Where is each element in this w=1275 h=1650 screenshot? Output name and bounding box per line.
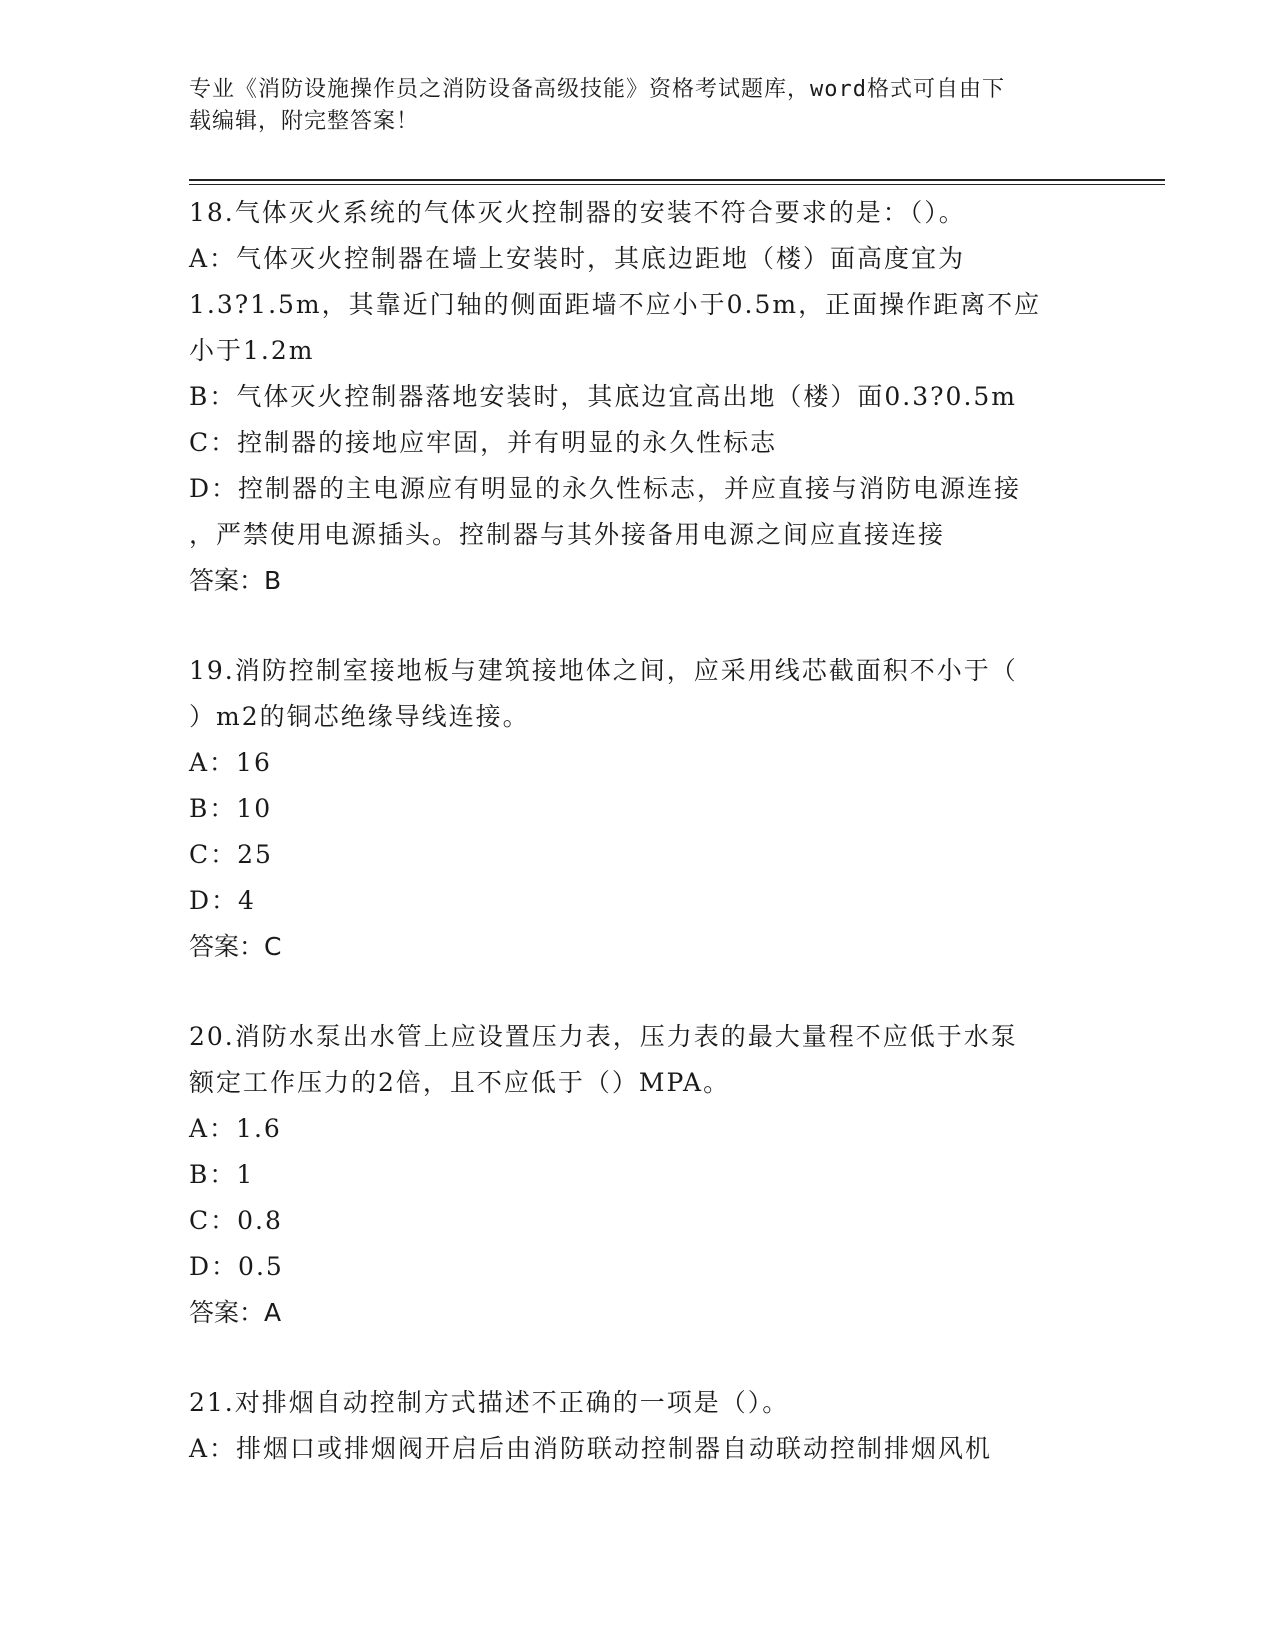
question-19-option-c: C：25 [189,840,273,869]
question-18-option-c: C：控制器的接地应牢固，并有明显的永久性标志 [189,428,778,457]
question-18-option-b: B：气体灭火控制器落地安装时，其底边宜高出地（楼）面0.3?0.5m [189,382,1017,411]
question-20-option-a: A：1.6 [189,1114,282,1143]
question-18-option-a-cont: 小于1.2m [189,336,315,365]
question-19 [189,648,1089,970]
question-18-option-a: A：气体灭火控制器在墙上安装时，其底边距地（楼）面高度宜为 [189,244,966,273]
question-21-option-a: A：排烟口或排烟阀开启后由消防联动控制器自动联动控制排烟风机 [189,1434,993,1463]
question-20-stem-cont: 额定工作压力的2倍，且不应低于（）MPA。 [189,1068,731,1097]
question-19-answer: 答案：C [189,932,282,961]
question-18-option-a-cont: 1.3?1.5m，其靠近门轴的侧面距墙不应小于0.5m，正面操作距离不应 [189,290,1042,319]
question-spacer [189,1336,1089,1380]
question-19-option-d: D：4 [189,886,256,915]
header-divider-thick [189,179,1165,181]
header-line-2: 载编辑，附完整答案！ [189,109,420,134]
question-list [189,190,1089,1472]
question-18-option-d-cont: ，严禁使用电源插头。控制器与其外接备用电源之间应直接连接 [189,520,946,549]
question-19-option-a: A：16 [189,748,272,777]
question-spacer [189,604,1089,648]
question-18-stem: 18.气体灭火系统的气体灭火控制器的安装不符合要求的是：（）。 [189,198,966,227]
document-header [189,74,1089,138]
question-21-stem: 21.对排烟自动控制方式描述不正确的一项是（）。 [189,1388,790,1417]
question-spacer [189,970,1089,1014]
question-20-option-c: C：0.8 [189,1206,283,1235]
question-18-option-d: D：控制器的主电源应有明显的永久性标志，并应直接与消防电源连接 [189,474,1022,503]
question-20-answer: 答案：A [189,1298,282,1327]
question-19-stem-cont: ）m2的铜芯绝缘导线连接。 [189,702,530,731]
question-21 [189,1380,1089,1472]
question-18-answer: 答案：B [189,566,282,595]
question-20 [189,1014,1089,1336]
header-line-1: 专业《消防设施操作员之消防设备高级技能》资格考试题库，word格式可自由下 [189,77,1005,102]
header-divider-thin [189,184,1165,185]
question-19-option-b: B：10 [189,794,273,823]
question-19-stem: 19.消防控制室接地板与建筑接地体之间，应采用线芯截面积不小于（ [189,656,1018,685]
question-20-option-d: D：0.5 [189,1252,284,1281]
question-20-option-b: B：1 [189,1160,255,1189]
question-20-stem: 20.消防水泵出水管上应设置压力表，压力表的最大量程不应低于水泵 [189,1022,1018,1051]
question-18 [189,190,1089,604]
